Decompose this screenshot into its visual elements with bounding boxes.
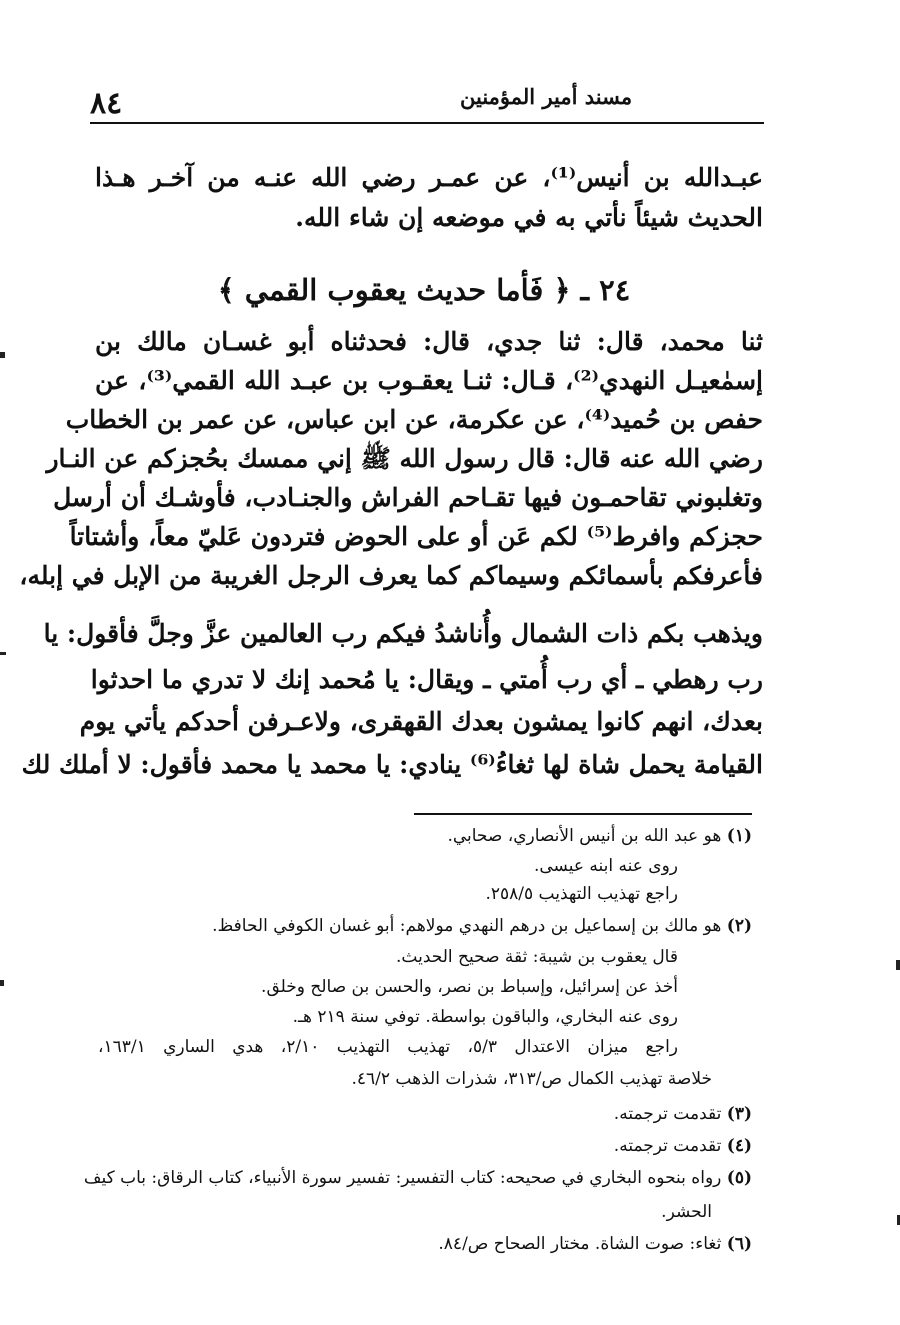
body-line: وتغلبوني تقاحمـون فيها تقـاحم الفراش والجنـادب، فأوشـك أن أرسل	[53, 483, 763, 512]
body-line: بعدك، انهم كانوا يمشون بعدك القهقرى، ولاعـرفن أحدكم يأتي يوم	[79, 707, 763, 736]
body-line: رضي الله عنه قال: قال رسول الله ﷺ إني ممسك بحُجزكم عن النـار	[46, 444, 763, 473]
scan-edge-mark	[0, 980, 4, 986]
body-line: القيامة يحمل شاة لها ثغاءُ⁽⁶⁾ ينادي: يا محمد يا محمد فأقول: لا أملك لك	[21, 750, 763, 779]
footnote-number: (٣)	[726, 1104, 752, 1124]
footnote-line	[92, 1132, 752, 1160]
header-rule	[90, 122, 764, 124]
footnote-number: (٢)	[726, 916, 752, 936]
footnote-line	[92, 822, 752, 850]
footnote-line	[52, 1065, 712, 1093]
footnote-text: هو عبد الله بن أنيس الأنصاري، صحابي.	[447, 826, 722, 846]
body-line: حجزكم وافرط⁽⁵⁾ لكم عَن أو على الحوض فتردون عَليّ معاً، وأشتاتاً	[69, 522, 763, 551]
footnote-separator	[414, 813, 752, 815]
footnote-text: روى عنه البخاري، والباقون بواسطة. توفي سنة ٢١٩ هـ.	[292, 1007, 678, 1027]
scan-edge-mark	[896, 960, 900, 970]
footnote-text: تقدمت ترجمته.	[613, 1104, 722, 1124]
footnote-line	[98, 1003, 678, 1031]
footnote-line	[92, 1230, 752, 1258]
body-line: الحديث شيئاً نأتي به في موضعه إن شاء الله.	[295, 203, 763, 232]
body-line: فأعرفكم بأسمائكم وسيماكم كما يعرف الرجل الغريبة من الإبل في إبله،	[19, 561, 763, 590]
footnote-line	[98, 880, 678, 908]
footnote-text: خلاصة تهذيب الكمال ص/٣١٣، شذرات الذهب ٤٦/٢.	[351, 1069, 712, 1089]
scan-edge-mark	[0, 652, 6, 655]
body-line: عبـدالله بن أنيس⁽¹⁾، عن عمـر رضي الله عنـه من آخـر هـذا	[95, 163, 763, 192]
section-heading: ٢٤ ـ ﴿ فَأما حديث يعقوب القمي ﴾	[217, 273, 631, 307]
footnote-line	[98, 852, 678, 880]
footnote-number: (٤)	[726, 1136, 752, 1156]
body-line: رب رهطي ـ أي رب أُمتي ـ ويقال: يا مُحمد إنك لا تدري ما احدثوا	[90, 665, 763, 694]
body-line: إسمٰعيـل النهدي⁽²⁾، قـال: ثنـا يعقـوب بن عبـد الله القمي⁽³⁾، عن	[95, 366, 763, 395]
footnote-line	[98, 1033, 678, 1061]
footnote-line	[92, 1100, 752, 1128]
footnote-line	[92, 912, 752, 940]
footnote-text: هو مالك بن إسماعيل بن درهم النهدي مولاهم: أبو غسان الكوفي الحافظ.	[212, 916, 722, 936]
footnote-text: أخذ عن إسرائيل، وإسباط بن نصر، والحسن بن صالح وخلق.	[261, 977, 678, 997]
footnote-line	[83, 1164, 752, 1192]
footnote-line	[52, 1198, 712, 1226]
footnote-text: تقدمت ترجمته.	[613, 1136, 722, 1156]
footnote-text: قال يعقوب بن شيبة: ثقة صحيح الحديث.	[395, 947, 678, 967]
footnote-text: راجع تهذيب التهذيب ٢٥٨/٥.	[485, 884, 678, 904]
footnote-text: ثغاء: صوت الشاة. مختار الصحاح ص/٨٤.	[438, 1234, 722, 1254]
body-line: حفص بن حُميد⁽⁴⁾، عن عكرمة، عن ابن عباس، عن عمر بن الخطاب	[65, 405, 763, 434]
page-number: ٨٤	[90, 86, 123, 121]
footnote-text: راجع ميزان الاعتدال ٥/٣، تهذيب التهذيب ٢/١٠، هدي الساري ١٦٣/١،	[98, 1037, 679, 1057]
body-line: ويذهب بكم ذات الشمال وأُناشدُ فيكم رب العالمين عزَّ وجلَّ فأقول: يا	[43, 619, 763, 648]
footnote-number: (٦)	[726, 1234, 752, 1254]
running-title: مسند أمير المؤمنين	[460, 84, 633, 109]
footnote-number: (١)	[726, 826, 752, 846]
body-line: ثنا محمد، قال: ثنا جدي، قال: فحدثناه أبو غسـان مالك بن	[95, 327, 763, 356]
scan-edge-mark	[0, 352, 5, 358]
footnote-line	[98, 943, 678, 971]
footnote-text: روى عنه ابنه عيسى.	[533, 856, 678, 876]
footnote-number: (٥)	[726, 1168, 752, 1188]
footnote-line	[98, 973, 678, 1001]
footnote-text: رواه بنحوه البخاري في صحيحه: كتاب التفسير: تفسير سورة الأنبياء، كتاب الرقاق: باب كيف	[83, 1168, 722, 1188]
footnote-text: الحشر.	[661, 1202, 712, 1222]
